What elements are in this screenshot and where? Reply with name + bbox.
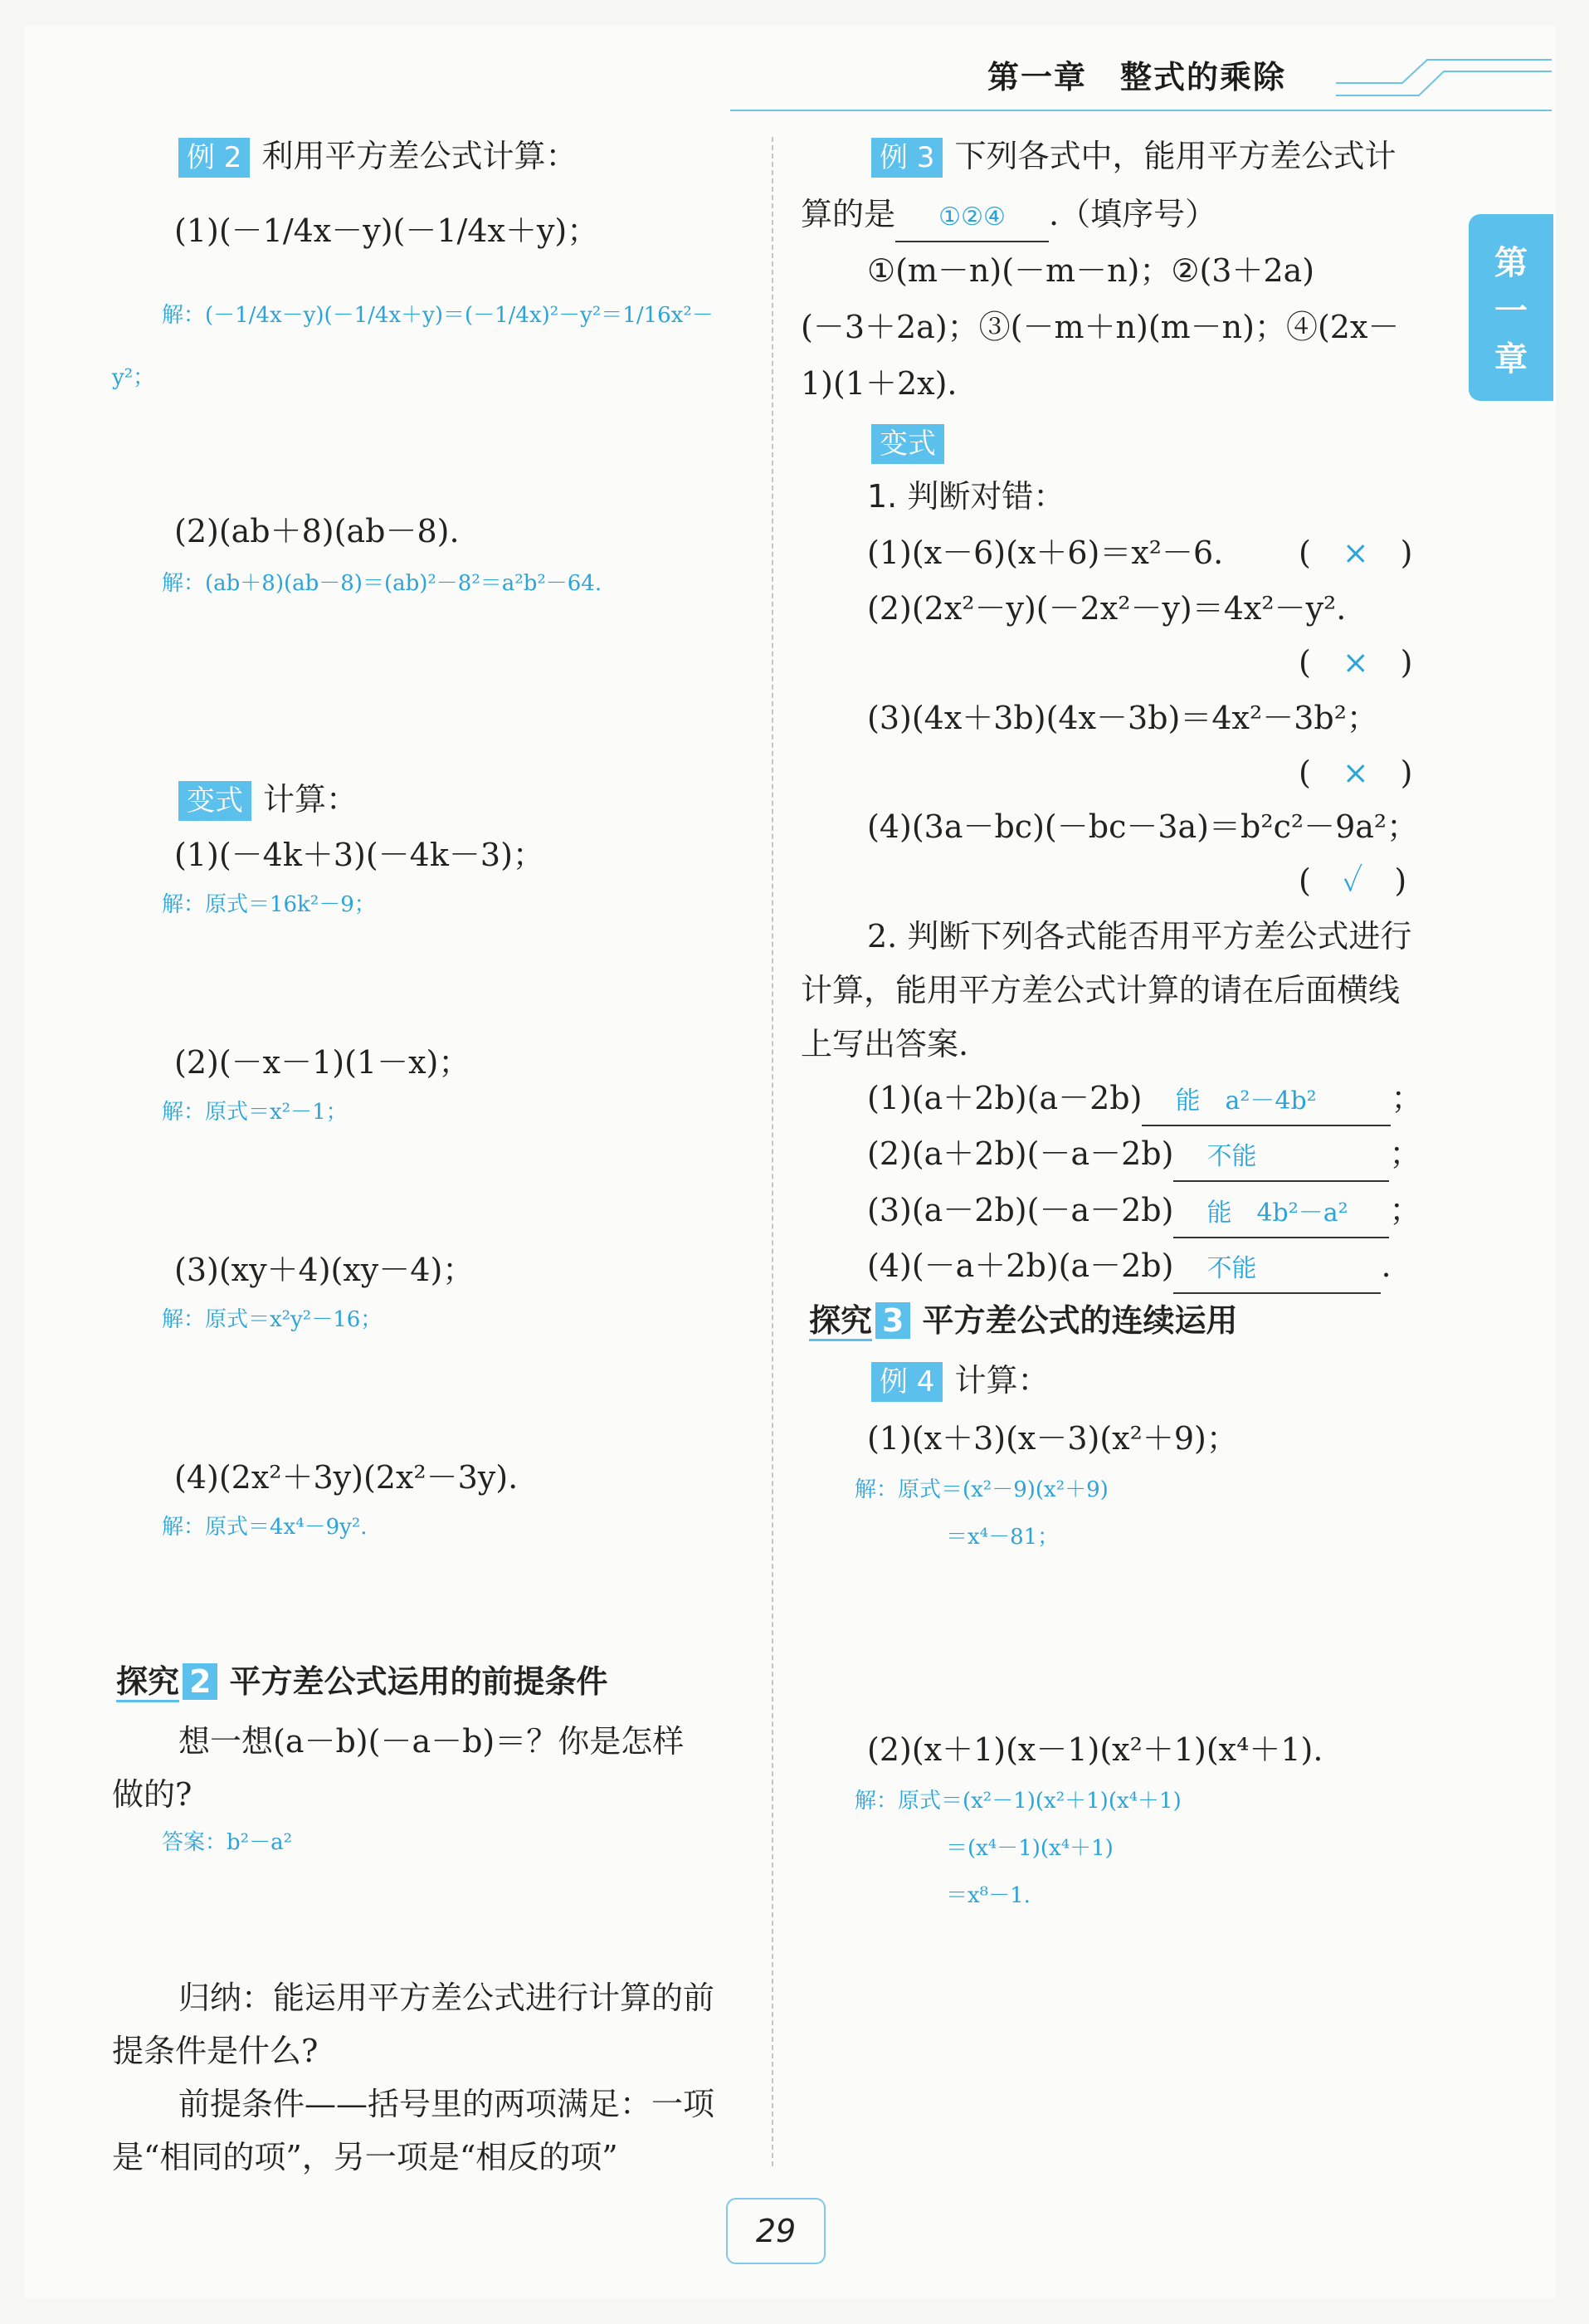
fill-item-4-expr: (4)(－a＋2b)(a－2b) <box>867 1247 1174 1284</box>
example-4-solution-2c: ＝x⁸－1. <box>946 1883 1031 1908</box>
question-2-line-2: 计算，能用平方差公式计算的请在后面横线 <box>801 972 1401 1008</box>
fill-item-2 <box>867 1130 1421 1182</box>
variant-left-heading <box>178 776 358 823</box>
judge-item-1: (1)(x－6)(x＋6)＝x²－6. <box>867 535 1224 571</box>
example-4-solution-2a: 解：原式＝(x²－1)(x²＋1)(x⁴＋1) <box>855 1789 1182 1814</box>
explore-2-title: 平方差公式运用的前提条件 <box>229 1663 608 1700</box>
explore-2-heading <box>116 1656 607 1702</box>
example-4-solution-1b: ＝x⁴－81； <box>946 1525 1060 1550</box>
variant-solution-3: 解：原式＝x²y²－16； <box>162 1307 383 1332</box>
judge-item-2: (2)(2x²－y)(－2x²－y)＝4x²－y². <box>867 590 1347 627</box>
example-3-line-2-start: 算的是 <box>801 196 896 232</box>
example-3-line-1: 下列各式中，能用平方差公式计 <box>954 138 1396 174</box>
variant-solution-1: 解：原式＝16k²－9； <box>162 892 376 917</box>
fill-item-2-end: ； <box>1389 1135 1421 1172</box>
judge-mark-1: × <box>1342 535 1369 571</box>
explore-2-word: 探究 <box>116 1663 179 1702</box>
variant-right-label: 变式 <box>871 424 944 464</box>
example-3-options-1: ①(m－n)(－m－n)；②(3＋2a) <box>867 252 1315 289</box>
page-number: 29 <box>726 2198 826 2264</box>
fill-item-3-end: ； <box>1389 1192 1421 1228</box>
variant-question-2: (2)(－x－1)(1－x)； <box>174 1044 470 1081</box>
example-3-line-2-end: .（填序号） <box>1049 196 1217 232</box>
judge-item-4: (4)(3a－bc)(－bc－3a)＝b²c²－9a²； <box>867 808 1419 845</box>
example-2-solution-1: 解：(－1/4x－y)(－1/4x＋y)＝(－1/4x)²－y²＝1/16x²－ <box>162 303 714 328</box>
judge-title: 1. 判断对错： <box>867 478 1065 515</box>
fill-item-4-answer: 不能 <box>1173 1246 1381 1294</box>
judge-item-3: (3)(4x＋3b)(4x－3b)＝4x²－3b²； <box>867 700 1378 736</box>
judge-item-4-mark: ( ✓ ) <box>1299 862 1407 899</box>
explore-3-title: 平方差公式的连续运用 <box>922 1302 1238 1339</box>
column-divider <box>772 137 773 2166</box>
variant-solution-2: 解：原式＝x²－1； <box>162 1100 348 1125</box>
judge-mark-3: × <box>1342 754 1369 791</box>
variant-right-heading <box>871 419 956 466</box>
question-2-line-1: 2. 判断下列各式能否用平方差公式进行 <box>867 918 1412 954</box>
premise-line-1: 前提条件——括号里的两项满足：一项 <box>178 2086 715 2122</box>
example-2-solution-1-cont: y²； <box>112 365 155 390</box>
fill-item-1-answer: 能 a²－4b² <box>1142 1078 1391 1126</box>
explore-3-heading <box>809 1295 1237 1340</box>
summary-line-2: 提条件是什么? <box>112 2033 319 2069</box>
fill-item-4 <box>867 1243 1392 1294</box>
variant-left-prompt: 计算： <box>263 781 358 818</box>
example-2-label: 例 2 <box>178 138 250 178</box>
think-line-1: 想一想(a－b)(－a－b)＝？你是怎样 <box>178 1723 685 1760</box>
fill-item-1-expr: (1)(a＋2b)(a－2b) <box>867 1080 1143 1116</box>
question-2-line-3: 上写出答案. <box>801 1026 969 1062</box>
example-3-options-3: 1)(1＋2x). <box>801 365 958 402</box>
judge-mark-2: × <box>1342 644 1369 681</box>
think-answer: 答案：b²－a² <box>162 1830 292 1855</box>
judge-mark-4: ✓ <box>1342 862 1363 899</box>
judge-item-1-mark: ( × ) <box>1299 535 1413 571</box>
premise-line-2: 是“相同的项”，另一项是“相反的项” <box>112 2139 618 2175</box>
chapter-side-tab <box>1469 214 1553 401</box>
example-3-heading <box>871 133 1396 179</box>
example-3-options-2: (－3＋2a)；③(－m＋n)(m－n)；④(2x－ <box>801 309 1400 345</box>
variant-question-1: (1)(－4k＋3)(－4k－3)； <box>174 837 544 873</box>
example-4-label: 例 4 <box>871 1362 943 1402</box>
example-3-line-2 <box>801 191 1216 242</box>
example-4-prompt: 计算： <box>954 1362 1050 1399</box>
example-2-solution-2: 解：(ab＋8)(ab－8)＝(ab)²－8²＝a²b²－64. <box>162 571 602 596</box>
variant-solution-4: 解：原式＝4x⁴－9y². <box>162 1515 368 1540</box>
explore-3-number: 3 <box>875 1302 910 1339</box>
example-4-solution-1a: 解：原式＝(x²－9)(x²＋9) <box>855 1477 1109 1502</box>
judge-item-3-mark: ( × ) <box>1299 754 1413 791</box>
example-2-prompt: 利用平方差公式计算： <box>261 138 578 174</box>
fill-item-3-answer: 能 4b²－a² <box>1173 1190 1389 1238</box>
chapter-header-title: 第一章 整式的乘除 <box>987 59 1287 95</box>
example-2-heading <box>178 133 577 179</box>
variant-left-label: 变式 <box>178 781 251 821</box>
think-line-2: 做的? <box>112 1776 193 1813</box>
example-2-question-1: (1)(－1/4x－y)(－1/4x＋y)； <box>174 212 599 249</box>
variant-question-4: (4)(2x²＋3y)(2x²－3y). <box>174 1459 519 1496</box>
example-3-label: 例 3 <box>871 138 943 178</box>
header-decoration <box>1336 50 1552 108</box>
example-4-solution-2b: ＝(x⁴－1)(x⁴＋1) <box>946 1836 1114 1861</box>
fill-item-1-end: ； <box>1391 1080 1423 1116</box>
fill-item-3 <box>867 1187 1421 1238</box>
example-4-question-1: (1)(x＋3)(x－3)(x²＋9)； <box>867 1420 1238 1457</box>
fill-item-1 <box>867 1075 1422 1126</box>
example-4-question-2: (2)(x＋1)(x－1)(x²＋1)(x⁴＋1). <box>867 1731 1323 1768</box>
example-4-heading <box>871 1357 1049 1404</box>
chapter-tab-text: 第一章 <box>1494 244 1528 378</box>
fill-item-3-expr: (3)(a－2b)(－a－2b) <box>867 1192 1174 1228</box>
example-3-answer-blank: ①②④ <box>895 194 1049 242</box>
fill-item-4-end: . <box>1381 1247 1392 1284</box>
fill-item-2-answer: 不能 <box>1173 1134 1389 1182</box>
explore-2-number: 2 <box>183 1663 217 1700</box>
example-2-question-2: (2)(ab＋8)(ab－8). <box>174 513 460 549</box>
summary-line-1: 归纳：能运用平方差公式进行计算的前 <box>178 1980 715 2016</box>
header-rule <box>730 110 1552 111</box>
fill-item-2-expr: (2)(a＋2b)(－a－2b) <box>867 1135 1174 1172</box>
variant-question-3: (3)(xy＋4)(xy－4)； <box>174 1252 475 1288</box>
judge-item-2-mark: ( × ) <box>1299 644 1413 681</box>
explore-3-word: 探究 <box>809 1302 872 1341</box>
